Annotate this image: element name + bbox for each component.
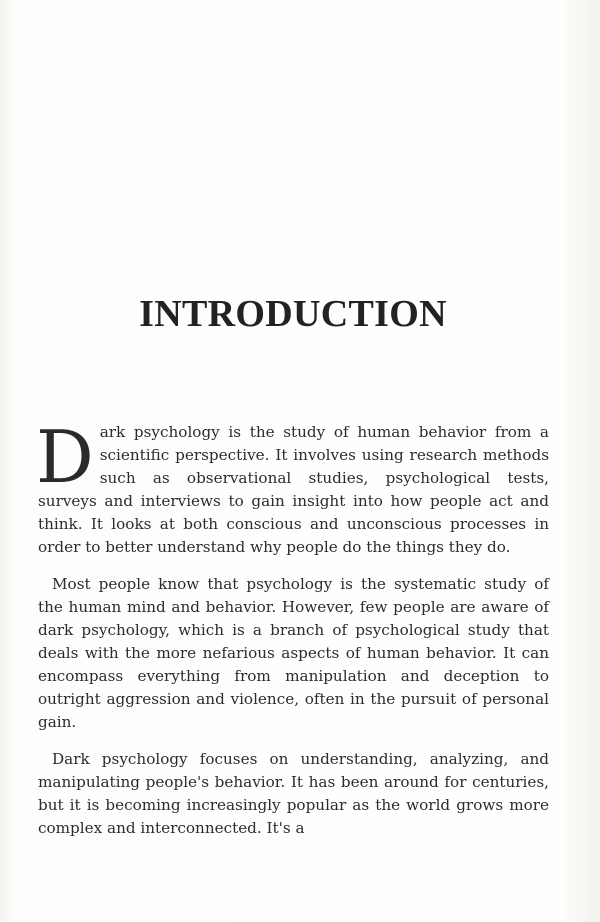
paragraph-1-text: ark psychology is the study of human behavior from a scientific perspective. It involves using research methods such as observational studies, psychological tests, surveys and interviews to gain insight into how people act and think. It looks at both conscious and unconscious processes in order to better understand why people do the things they do. <box>38 423 549 556</box>
paragraph-1 <box>36 415 549 559</box>
paragraph-3: Dark psychology focuses on understanding, analyzing, and manipulating people's behavior. It has been around for centuries, but it is becoming increasingly popular as the world grows more complex and interconnected. It's a <box>38 750 549 837</box>
drop-cap: D <box>36 415 94 499</box>
chapter-body <box>36 415 549 854</box>
paragraph-2: Most people know that psychology is the systematic study of the human mind and behavior. However, few people are aware of dark psychology, which is a branch of psychological study that deals with the more nefarious aspects of human behavior. It can encompass everything from manipulation and deception to outright aggression and violence, often in the pursuit of personal gain. <box>38 575 549 731</box>
chapter-title: INTRODUCTION <box>139 293 447 335</box>
